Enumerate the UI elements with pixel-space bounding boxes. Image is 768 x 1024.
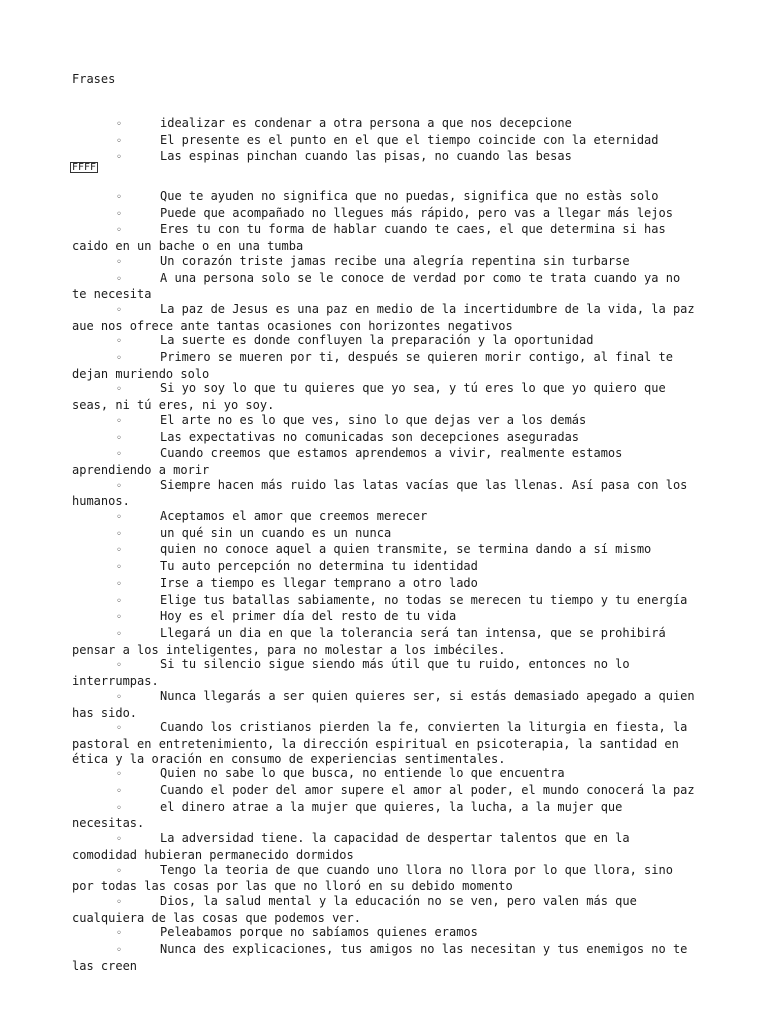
quote-text: Llegará un dia en que la tolerancia será tan intensa, que se prohibirá pensar a los inteligentes, para no molestar a los imbéciles. xyxy=(72,625,666,657)
bullet-icon: ◦ xyxy=(116,208,123,220)
quote-text: A una persona solo se le conoce de verdad por como te trata cuando ya no te necesita xyxy=(72,270,681,302)
list-item xyxy=(72,894,697,925)
list-item xyxy=(72,720,697,766)
list-item xyxy=(72,133,697,150)
quote-text: Que te ayuden no significa que no puedas, significa que no estàs solo xyxy=(160,189,659,203)
list-item xyxy=(72,526,697,543)
bullet-icon: ◦ xyxy=(116,691,123,703)
quote-text: Tengo la teoria de que cuando uno llora no llora por lo que llora, sino por todas las cosas por las que no lloró en su debido momento xyxy=(72,862,673,894)
quote-text: Si tu silencio sigue siendo más útil que tu ruido, entonces no lo interrumpas. xyxy=(72,657,630,689)
bullet-icon: ◦ xyxy=(116,928,123,940)
bullet-icon: ◦ xyxy=(116,545,123,557)
list-item xyxy=(72,271,697,302)
bullet-icon: ◦ xyxy=(116,660,123,672)
list-item xyxy=(72,863,697,894)
quote-text: Irse a tiempo es llegar temprano a otro lado xyxy=(160,575,478,590)
quote-text: Aceptamos el amor que creemos merecer xyxy=(160,509,428,524)
quote-text: Si yo soy lo que tu quieres que yo sea, y tú eres lo que yo quiero que seas, ni tú eres, ni yo soy. xyxy=(72,381,666,413)
list-item xyxy=(72,149,697,166)
list-item xyxy=(72,206,697,223)
bullet-icon: ◦ xyxy=(116,384,123,396)
quote-text: Siempre hacen más ruido las latas vacías que las llenas. Así pasa con los humanos. xyxy=(72,477,688,509)
list-item xyxy=(72,189,697,206)
list-item xyxy=(72,542,697,559)
list-item xyxy=(72,925,697,942)
quote-text: Nunca des explicaciones, tus amigos no las necesitan y tus enemigos no te las creen xyxy=(72,942,688,973)
quote-text: Quien no sabe lo que busca, no entiende lo que encuentra xyxy=(160,766,565,781)
bullet-icon: ◦ xyxy=(116,578,123,590)
list-item xyxy=(72,350,697,381)
quote-text: Dios, la salud mental y la educación no se ven, pero valen más que cualquiera de las cosas que podemos ver. xyxy=(72,893,637,925)
list-item xyxy=(72,831,697,862)
quote-text: La paz de Jesus es una paz en medio de la incertidumbre de la vida, la paz aue nos ofrece ante tantas ocasiones con horizontes negativos xyxy=(72,301,695,333)
bullet-icon: ◦ xyxy=(116,612,123,624)
quote-text: Primero se mueren por ti, después se quieren morir contigo, al final te dejan muriendo solo xyxy=(72,350,673,381)
quote-text: Cuando los cristianos pierden la fe, convierten la liturgia en fiesta, la pastoral en entretenimiento, la dirección espiritual en psicoterapia, la santidad en ética y la oración en consumo de experiencias sentimentales. xyxy=(72,720,688,766)
list-item xyxy=(72,333,697,350)
quote-text: Cuando el poder del amor supere el amor al poder, el mundo conocerá la paz xyxy=(160,783,695,798)
quote-text: idealizar es condenar a otra persona a que nos decepcione xyxy=(160,116,572,130)
bullet-icon: ◦ xyxy=(116,152,123,164)
bullet-icon: ◦ xyxy=(116,415,123,427)
bullet-icon: ◦ xyxy=(116,336,123,348)
bullet-icon: ◦ xyxy=(116,834,123,846)
list-item xyxy=(72,593,697,610)
bullet-icon: ◦ xyxy=(116,528,123,540)
bullet-icon: ◦ xyxy=(116,896,123,908)
quote-text: un qué sin un cuando es un nunca xyxy=(160,525,392,540)
bullet-icon: ◦ xyxy=(116,786,123,798)
bullet-icon: ◦ xyxy=(116,304,123,316)
list-item xyxy=(72,559,697,576)
unknown-glyph-icon: FFFF xyxy=(72,162,97,173)
list-item xyxy=(72,478,697,509)
quote-list-1 xyxy=(72,116,697,166)
list-item xyxy=(72,302,697,333)
bullet-icon: ◦ xyxy=(116,802,123,814)
bullet-icon: ◦ xyxy=(116,945,123,957)
quote-text: Hoy es el primer día del resto de tu vida xyxy=(160,609,457,624)
quote-text: La adversidad tiene. la capacidad de despertar talentos que en la comodidad hubieran permanecido dormidos xyxy=(72,831,630,862)
bullet-icon: ◦ xyxy=(116,135,123,147)
quote-text: Puede que acompañado no llegues más rápido, pero vas a llegar más lejos xyxy=(160,205,673,220)
list-item xyxy=(72,413,697,430)
quote-text: Las espinas pinchan cuando las pisas, no cuando las besas xyxy=(160,149,572,164)
bullet-icon: ◦ xyxy=(116,562,123,574)
list-item xyxy=(72,689,697,720)
list-item xyxy=(72,116,697,133)
quote-text: El arte no es lo que ves, sino lo que dejas ver a los demás xyxy=(160,412,587,427)
bullet-icon: ◦ xyxy=(116,192,123,203)
bullet-icon: ◦ xyxy=(116,480,123,492)
quote-list-2 xyxy=(72,189,697,973)
list-item xyxy=(72,626,697,657)
list-item xyxy=(72,766,697,783)
quote-text: La suerte es donde confluyen la preparación y la oportunidad xyxy=(160,333,594,348)
bullet-icon: ◦ xyxy=(116,353,123,365)
quote-text: Eres tu con tu forma de hablar cuando te caes, el que determina si has caido en un bache o en una tumba xyxy=(72,222,666,254)
list-item xyxy=(72,609,697,626)
bullet-icon: ◦ xyxy=(116,225,123,237)
bullet-icon: ◦ xyxy=(116,512,123,524)
quote-text: Tu auto percepción no determina tu identidad xyxy=(160,559,478,574)
quote-text: Un corazón triste jamas recibe una alegría repentina sin turbarse xyxy=(160,253,630,268)
quote-text: Nunca llegarás a ser quien quieres ser, si estás demasiado apegado a quien has sido. xyxy=(72,688,695,720)
list-item xyxy=(72,657,697,688)
bullet-icon: ◦ xyxy=(116,723,123,735)
bullet-icon: ◦ xyxy=(116,769,123,781)
bullet-icon: ◦ xyxy=(116,273,123,285)
quote-text: Cuando creemos que estamos aprendemos a vivir, realmente estamos aprendiendo a morir xyxy=(72,446,623,477)
bullet-icon: ◦ xyxy=(116,628,123,640)
quote-text: Las expectativas no comunicadas son decepciones aseguradas xyxy=(160,429,580,444)
list-item xyxy=(72,800,697,831)
bullet-icon: ◦ xyxy=(116,256,123,268)
list-item xyxy=(72,381,697,412)
list-item xyxy=(72,430,697,447)
bullet-icon: ◦ xyxy=(116,432,123,444)
list-item xyxy=(72,783,697,800)
quote-text: el dinero atrae a la mujer que quieres, la lucha, a la mujer que necesitas. xyxy=(72,799,623,831)
list-item xyxy=(72,222,697,253)
list-item xyxy=(72,446,697,477)
list-item xyxy=(72,576,697,593)
bullet-icon: ◦ xyxy=(116,119,123,130)
bullet-icon: ◦ xyxy=(116,865,123,877)
quote-text: Elige tus batallas sabiamente, no todas se merecen tu tiempo y tu energía xyxy=(160,592,688,607)
document-title: Frases xyxy=(72,72,116,86)
bullet-icon: ◦ xyxy=(116,595,123,607)
list-item xyxy=(72,509,697,526)
quote-text: El presente es el punto en el que el tiempo coincide con la eternidad xyxy=(160,132,659,147)
list-item xyxy=(72,254,697,271)
quote-text: quien no conoce aquel a quien transmite, se termina dando a sí mismo xyxy=(160,542,652,557)
quote-text: Peleabamos porque no sabíamos quienes eramos xyxy=(160,925,478,940)
bullet-icon: ◦ xyxy=(116,449,123,461)
list-item xyxy=(72,942,697,973)
